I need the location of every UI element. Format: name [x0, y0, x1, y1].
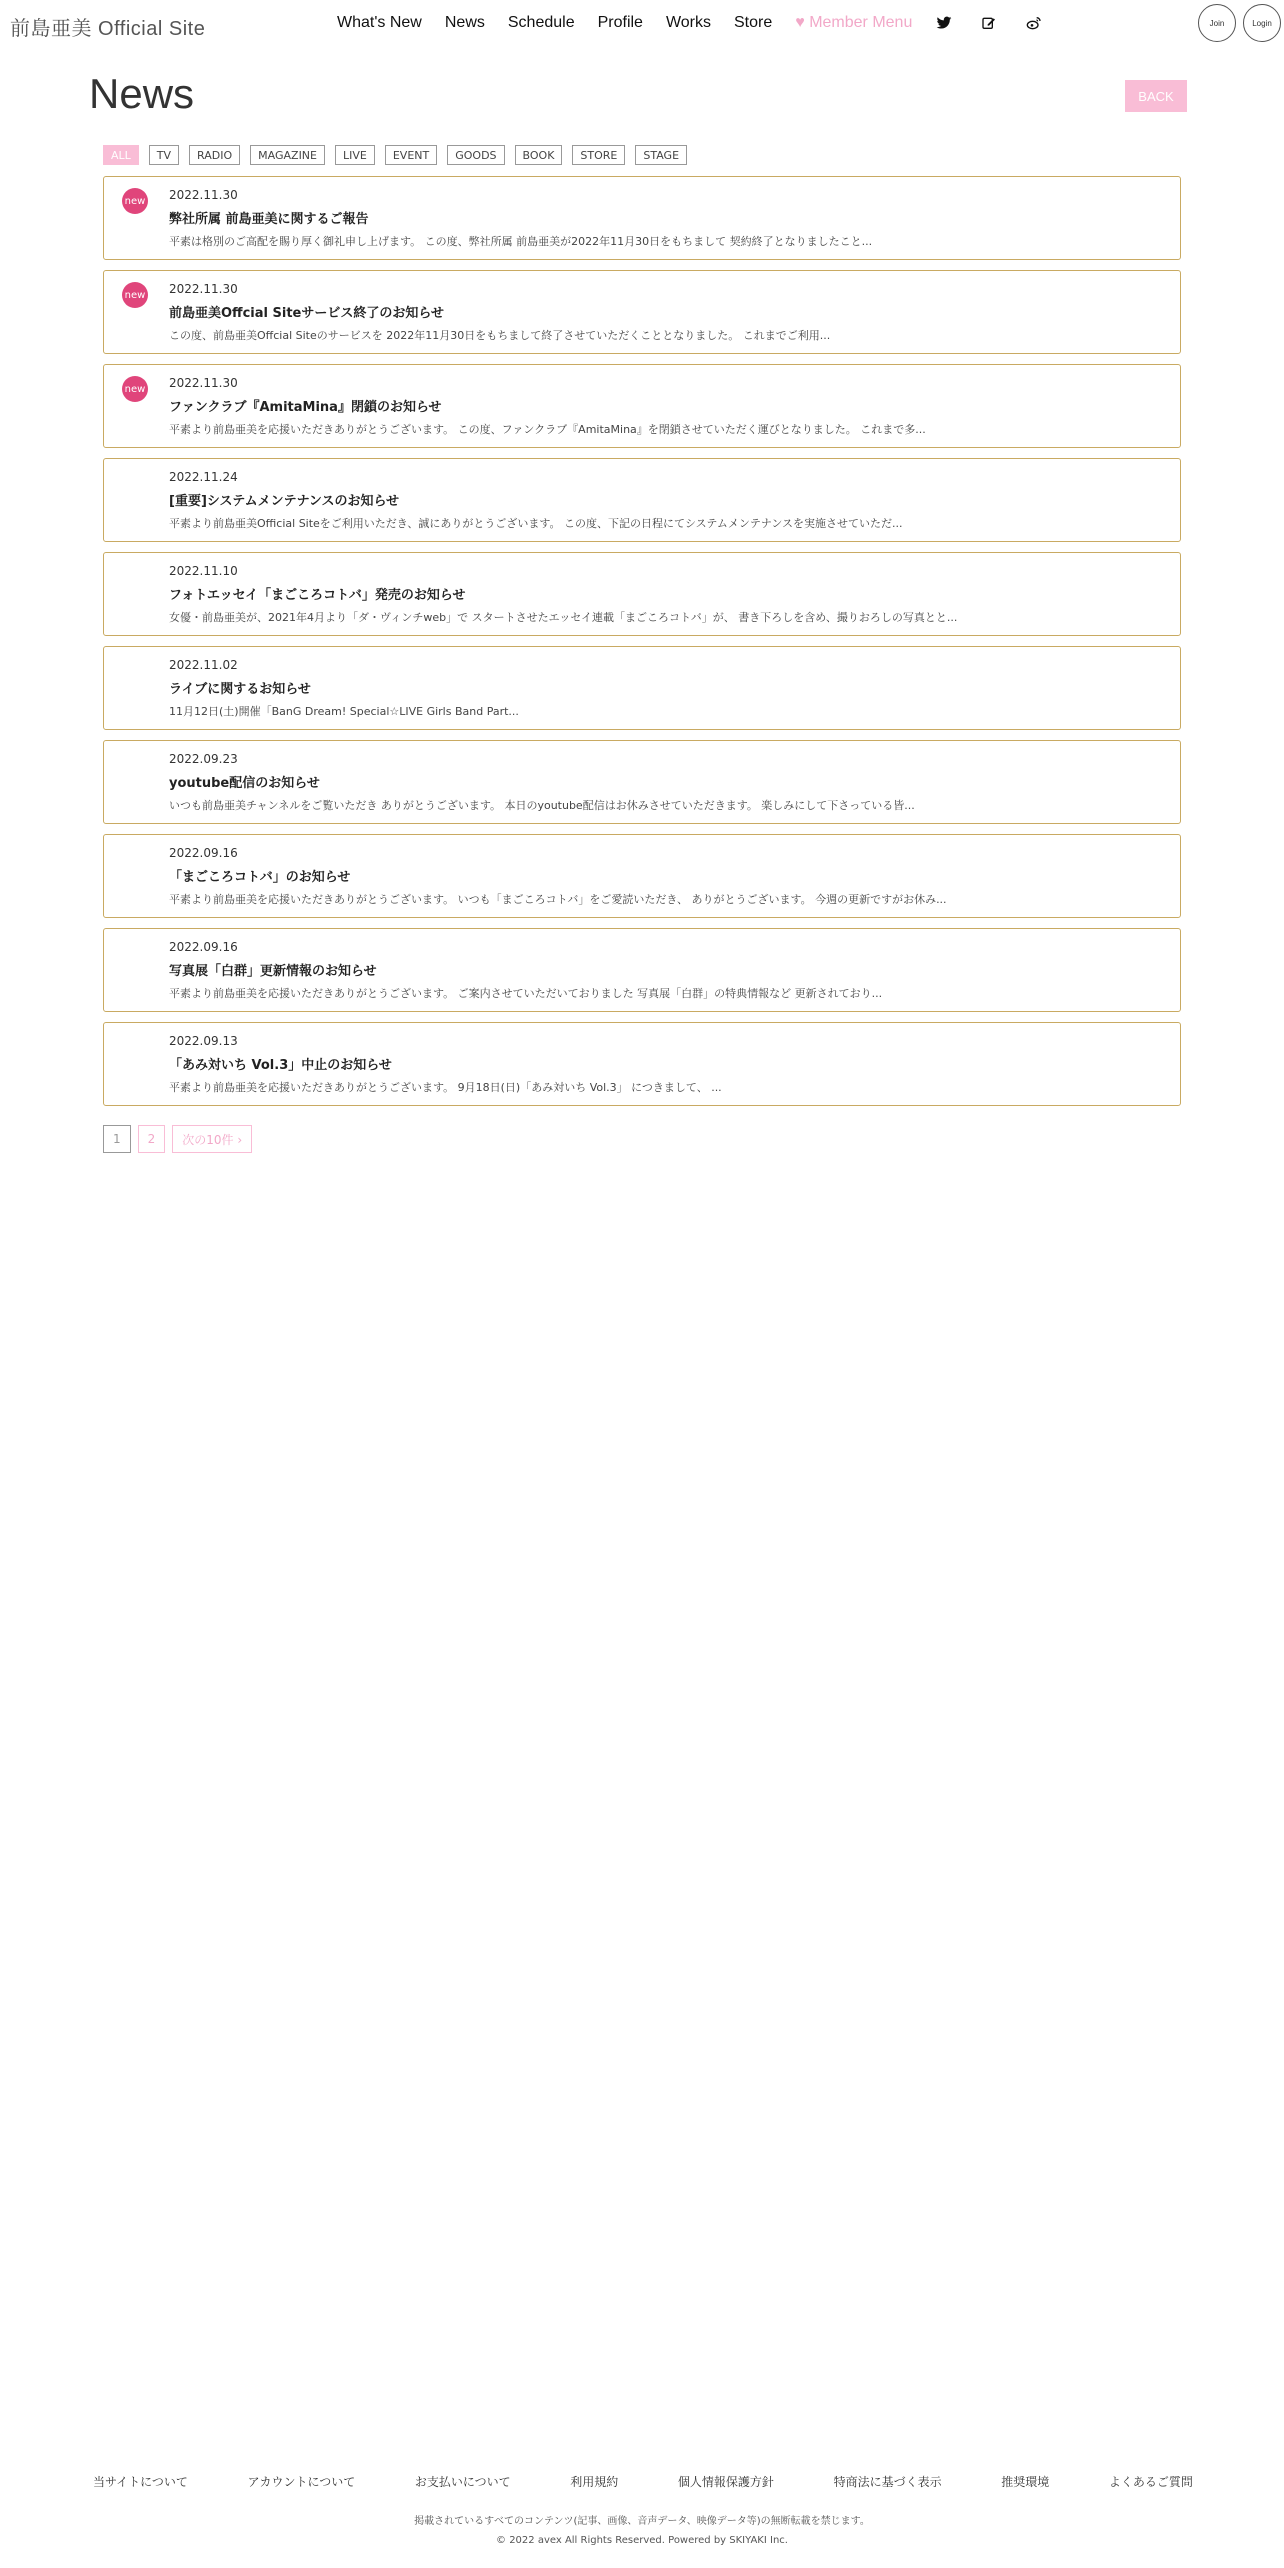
page-2-button[interactable]: 2	[138, 1125, 166, 1153]
weibo-icon[interactable]	[1025, 14, 1043, 32]
news-date: 2022.11.30	[169, 188, 238, 202]
nav-news[interactable]: News	[444, 14, 485, 31]
news-title: 弊社所属 前島亜美に関するご報告	[169, 212, 369, 227]
join-button[interactable]: Join	[1198, 4, 1236, 42]
news-excerpt: 平素より前島亜美Official Siteをご利用いただき、誠にありがとうございます。 この度、下記の日程にてシステムメンテナンスを実施させていただ...	[169, 517, 903, 530]
nav-store[interactable]: Store	[734, 14, 773, 31]
news-item[interactable]	[103, 458, 1181, 542]
news-title: ライブに関するお知らせ	[169, 682, 311, 697]
next-page-button[interactable]: 次の10件 ›	[172, 1125, 252, 1153]
page-title: News	[89, 70, 195, 117]
main-nav	[337, 14, 1070, 32]
footer-link-account[interactable]: アカウントについて	[247, 2475, 356, 2489]
news-excerpt: 11月12日(土)開催「BanG Dream! Special☆LIVE Girls Band Part...	[169, 705, 519, 718]
footer-copyright: © 2022 avex All Rights Reserved. Powered by SKIYAKI Inc.	[496, 2535, 788, 2546]
category-filters	[103, 145, 697, 165]
new-badge: new	[122, 376, 148, 402]
nav-works[interactable]: Works	[665, 14, 711, 31]
footer-link-environment[interactable]: 推奨環境	[1001, 2475, 1050, 2489]
footer-notice: 掲載されているすべてのコンテンツ(記事、画像、音声データ、映像データ等)の無断転載を禁じます。	[414, 2516, 870, 2527]
filter-store[interactable]: STORE	[572, 145, 625, 165]
news-title: 前島亜美Offcial Siteサービス終了のお知らせ	[169, 306, 444, 321]
news-excerpt: この度、前島亜美Offcial Siteのサービスを 2022年11月30日をもちまして終了させていただくこととなりました。 これまでご利用...	[169, 329, 831, 342]
news-date: 2022.11.30	[169, 376, 238, 390]
news-title: フォトエッセイ「まごころコトバ」発売のお知らせ	[169, 588, 466, 603]
twitter-icon[interactable]	[935, 14, 953, 32]
filter-all[interactable]: ALL	[103, 145, 139, 165]
news-title: 「まごころコトバ」のお知らせ	[169, 870, 351, 885]
news-date: 2022.09.23	[169, 752, 238, 766]
news-item[interactable]	[103, 270, 1181, 354]
news-excerpt: 平素より前島亜美を応援いただきありがとうございます。 ご案内させていただいておりました 写真展「白群」の特典情報など 更新されており...	[169, 987, 883, 1000]
news-item[interactable]	[103, 176, 1181, 260]
news-excerpt: いつも前島亜美チャンネルをご覧いただき ありがとうございます。 本日のyoutube配信はお休みさせていただきます。 楽しみにして下さっている皆...	[169, 799, 915, 812]
footer-link-faq[interactable]: よくあるご質問	[1108, 2475, 1193, 2489]
new-badge: new	[122, 282, 148, 308]
site-logo[interactable]: 前島亜美 Official Site	[10, 18, 206, 40]
filter-book[interactable]: BOOK	[515, 145, 563, 165]
news-item[interactable]	[103, 646, 1181, 730]
news-date: 2022.09.13	[169, 1034, 238, 1048]
filter-magazine[interactable]: MAGAZINE	[250, 145, 325, 165]
news-title: ファンクラブ『AmitaMina』閉鎖のお知らせ	[169, 400, 442, 415]
footer-link-about[interactable]: 当サイトについて	[93, 2475, 188, 2489]
news-item[interactable]	[103, 740, 1181, 824]
site-header	[0, 0, 1284, 48]
news-date: 2022.09.16	[169, 940, 238, 954]
nav-profile[interactable]: Profile	[597, 14, 643, 31]
nav-whats-new[interactable]: What's New	[337, 14, 422, 31]
news-title: 「あみ対いち Vol.3」中止のお知らせ	[169, 1058, 392, 1073]
filter-event[interactable]: EVENT	[385, 145, 437, 165]
filter-live[interactable]: LIVE	[335, 145, 375, 165]
news-date: 2022.11.02	[169, 658, 238, 672]
news-excerpt: 平素より前島亜美を応援いただきありがとうございます。 9月18日(日)「あみ対いち Vol.3」 につきまして、 ...	[169, 1081, 722, 1094]
login-button[interactable]: Login	[1243, 4, 1281, 42]
footer-link-privacy[interactable]: 個人情報保護方針	[677, 2475, 774, 2489]
back-button[interactable]: BACK	[1125, 80, 1187, 112]
news-title: [重要]システムメンテナンスのお知らせ	[169, 494, 400, 509]
news-excerpt: 平素より前島亜美を応援いただきありがとうございます。 いつも「まごころコトバ」をご愛読いただき、 ありがとうございます。 今週の更新ですがお休み...	[169, 893, 947, 906]
news-excerpt: 平素より前島亜美を応援いただきありがとうございます。 この度、ファンクラブ『AmitaMina』を閉鎖させていただく運びとなりました。 これまで多...	[169, 423, 926, 436]
news-item[interactable]	[103, 834, 1181, 918]
pagination	[103, 1125, 259, 1153]
filter-stage[interactable]: STAGE	[635, 145, 687, 165]
news-date: 2022.11.24	[169, 470, 238, 484]
news-excerpt: 女優・前島亜美が、2021年4月より「ダ・ヴィンチweb」で スタートさせたエッセイ連載「まごころコトバ」が、 書き下ろしを含め、撮りおろしの写真とと...	[169, 611, 958, 624]
news-item[interactable]	[103, 1022, 1181, 1106]
news-item[interactable]	[103, 364, 1181, 448]
blog-edit-icon[interactable]	[980, 14, 998, 32]
filter-radio[interactable]: RADIO	[189, 145, 240, 165]
filter-goods[interactable]: GOODS	[447, 145, 504, 165]
nav-member-menu[interactable]: ♥ Member Menu	[795, 14, 913, 31]
footer-link-payment[interactable]: お支払いについて	[414, 2475, 511, 2489]
news-date: 2022.09.16	[169, 846, 238, 860]
new-badge: new	[122, 188, 148, 214]
footer-link-terms[interactable]: 利用規約	[570, 2475, 619, 2489]
news-item[interactable]	[103, 928, 1181, 1012]
news-date: 2022.11.10	[169, 564, 238, 578]
news-title: youtube配信のお知らせ	[169, 776, 320, 791]
news-title: 写真展「白群」更新情報のお知らせ	[169, 964, 377, 979]
footer-link-commerce-act[interactable]: 特商法に基づく表示	[833, 2475, 942, 2489]
news-excerpt: 平素は格別のご高配を賜り厚く御礼申し上げます。 この度、弊社所属 前島亜美が2022年11月30日をもちまして 契約終了となりましたこと...	[169, 235, 873, 248]
news-item[interactable]	[103, 552, 1181, 636]
filter-tv[interactable]: TV	[149, 145, 179, 165]
page-1-button[interactable]: 1	[103, 1125, 131, 1153]
footer-links	[93, 2473, 1193, 2490]
nav-schedule[interactable]: Schedule	[507, 14, 575, 31]
news-date: 2022.11.30	[169, 282, 238, 296]
